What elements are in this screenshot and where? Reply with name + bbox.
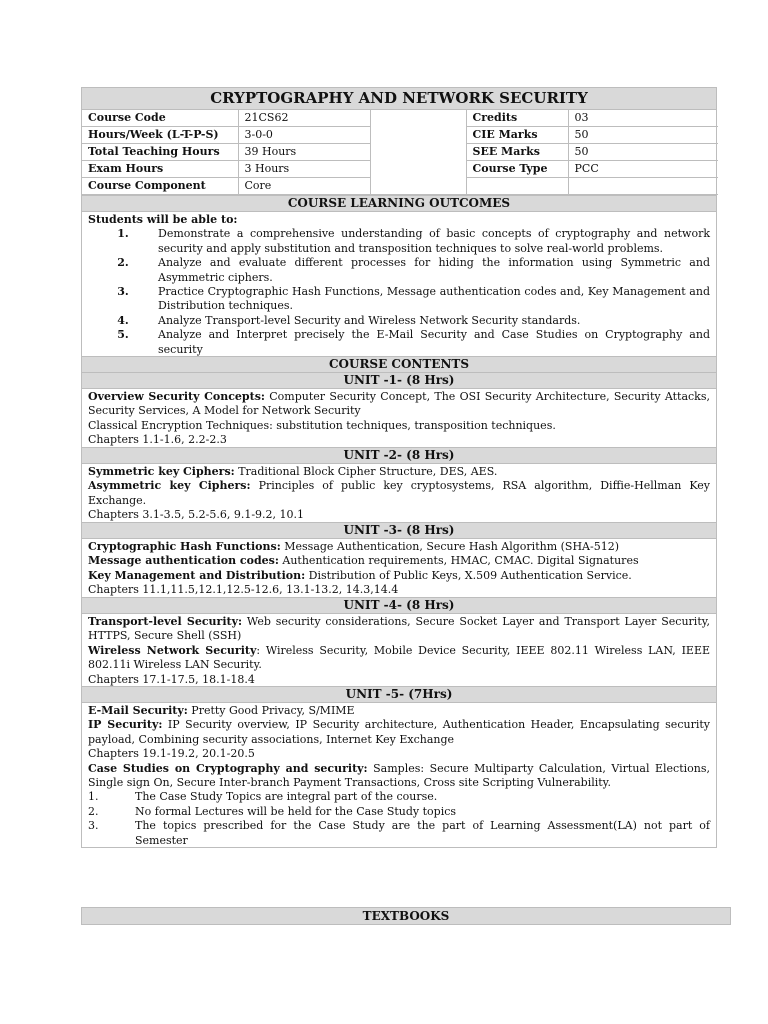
unit-3-topic	[88, 569, 710, 583]
case-study-notes	[88, 790, 710, 848]
outcome-text: Analyze and Interpret precisely the E-Mail Security and Case Studies on Cryptography and security	[158, 328, 710, 356]
info-label: Course Type	[466, 161, 568, 178]
outcome-number: 3.	[117, 285, 129, 299]
topic-title: Overview Security Concepts:	[88, 390, 265, 403]
topic-text: Samples: Secure Multiparty Calculation, Virtual Elections, Single sign On, Secure Inter-branch Payment Transactions, Cross site Scripting Vulnerability.	[88, 761, 710, 790]
topic-text: Message Authentication, Secure Hash Algorithm (SHA-512)	[280, 540, 619, 553]
syllabus-document	[81, 87, 717, 848]
topic-title: Asymmetric key Ciphers:	[88, 479, 251, 493]
list-item	[88, 227, 710, 256]
unit-5-topic	[88, 762, 710, 791]
outcome-text: Demonstrate a comprehensive understanding of basic concepts of cryptography and network security and apply substitution and transposition techniques to solve real-world problems.	[158, 227, 710, 255]
unit-4-body	[82, 614, 716, 686]
info-value: 3 Hours	[238, 161, 370, 178]
topic-text: Authentication requirements, HMAC, CMAC. Digital Signatures	[278, 554, 639, 568]
outcome-number: 1.	[117, 227, 129, 241]
info-label: CIE Marks	[466, 127, 568, 144]
outcomes-list	[88, 227, 710, 357]
note-number: 2.	[88, 804, 99, 818]
note-text: The topics prescribed for the Case Study are the part of Learning Assessment(LA) not part of Semester	[135, 819, 710, 847]
unit-5-chapters: Chapters 19.1-19.2, 20.1-20.5	[88, 747, 255, 761]
note-text: The Case Study Topics are integral part of the course.	[135, 790, 438, 804]
info-value: 21CS62	[238, 110, 370, 127]
info-value: 50	[568, 127, 718, 144]
topic-text: Principles of public key cryptosystems, RSA algorithm, Diffie-Hellman Key Exchange.	[88, 479, 711, 507]
outcomes-intro: Students will be able to:	[88, 213, 238, 226]
topic-text: Traditional Block Cipher Structure, DES, AES.	[234, 465, 498, 478]
list-item	[88, 285, 710, 314]
unit-1-body	[82, 389, 716, 447]
topic-text: Pretty Good Privacy, S/MIME	[187, 704, 355, 717]
list-item	[88, 314, 710, 328]
info-value: 39 Hours	[238, 144, 370, 161]
outcome-number: 2.	[117, 256, 129, 270]
outcome-text: Practice Cryptographic Hash Functions, Message authentication codes and, Key Management and Distribution techniques.	[158, 285, 710, 313]
unit-4-heading: UNIT -4- (8 Hrs)	[82, 597, 716, 614]
info-value	[568, 178, 718, 195]
unit-1-topic	[88, 390, 710, 419]
info-label: SEE Marks	[466, 144, 568, 161]
info-value: 3-0-0	[238, 127, 370, 144]
unit-5-topic	[88, 718, 710, 747]
note-number: 3.	[88, 819, 99, 833]
course-title: CRYPTOGRAPHY AND NETWORK SECURITY	[82, 88, 716, 110]
info-value: Core	[238, 178, 370, 195]
topic-title: Wireless Network Security	[88, 643, 257, 657]
unit-5-heading: UNIT -5- (7Hrs)	[82, 686, 716, 703]
unit-2-topic	[88, 465, 710, 479]
info-value: 50	[568, 144, 718, 161]
unit-2-heading: UNIT -2- (8 Hrs)	[82, 447, 716, 464]
info-spacer	[370, 110, 466, 195]
topic-title: E-Mail Security:	[88, 704, 188, 717]
textbooks-heading: TEXTBOOKS	[81, 907, 731, 925]
unit-2-body	[82, 464, 716, 522]
note-text: No formal Lectures will be held for the Case Study topics	[135, 804, 457, 818]
course-info-table	[82, 110, 718, 195]
list-item	[88, 805, 710, 819]
list-item	[88, 328, 710, 357]
outcome-number: 5.	[117, 328, 129, 342]
unit-4-topic	[88, 615, 710, 644]
topic-text: Web security considerations, Secure Socket Layer and Transport Layer Security, HTTPS, Secure Shell (SSH)	[88, 615, 710, 643]
info-value: PCC	[568, 161, 718, 178]
info-label: Total Teaching Hours	[82, 144, 238, 161]
topic-text: Computer Security Concept, The OSI Security Architecture, Security Attacks, Security Services, A Model for Network Security	[88, 390, 710, 418]
unit-5-body	[82, 703, 716, 847]
unit-3-topic	[88, 540, 710, 554]
list-item	[88, 256, 710, 285]
topic-title: Transport-level Security:	[88, 615, 243, 628]
outcome-text: Analyze Transport-level Security and Wireless Network Security standards.	[158, 313, 581, 327]
unit-5-topic	[88, 704, 710, 718]
topic-text: : Wireless Security, Mobile Device Security, IEEE 802.11 Wireless LAN, IEEE 802.11i Wireless LAN Security.	[88, 643, 711, 672]
info-label	[466, 178, 568, 195]
topic-title: Key Management and Distribution:	[88, 568, 306, 582]
info-label: Credits	[466, 110, 568, 127]
outcome-number: 4.	[117, 313, 129, 327]
topic-title: Cryptographic Hash Functions:	[88, 540, 281, 553]
info-label: Hours/Week (L-T-P-S)	[82, 127, 238, 144]
topic-title: Message authentication codes:	[88, 554, 279, 568]
topic-title: IP Security:	[88, 718, 163, 732]
syllabus-frame	[81, 87, 717, 848]
info-label: Course Component	[82, 178, 238, 195]
note-number: 1.	[88, 790, 99, 804]
topic-text: IP Security overview, IP Security architecture, Authentication Header, Encapsulating security payload, Combining security associations, Internet Key Exchange	[88, 718, 710, 746]
unit-4-topic	[88, 644, 710, 673]
unit-3-topic	[88, 554, 710, 568]
unit-4-chapters: Chapters 17.1-17.5, 18.1-18.4	[88, 672, 255, 686]
unit-1-chapters: Chapters 1.1-1.6, 2.2-2.3	[88, 433, 227, 447]
topic-text: Distribution of Public Keys, X.509 Authentication Service.	[305, 568, 632, 582]
info-row	[82, 110, 718, 127]
list-item	[88, 790, 710, 804]
unit-2-topic	[88, 479, 710, 508]
unit-3-body	[82, 539, 716, 597]
outcome-text: Analyze and evaluate different processes for hiding the information using Symmetric and Asymmetric ciphers.	[158, 256, 710, 284]
unit-1-subtopic: Classical Encryption Techniques: substitution techniques, transposition techniques.	[88, 418, 556, 432]
unit-3-chapters: Chapters 11.1,11.5,12.1,12.5-12.6, 13.1-13.2, 14.3,14.4	[88, 583, 399, 597]
info-label: Course Code	[82, 110, 238, 127]
unit-2-chapters: Chapters 3.1-3.5, 5.2-5.6, 9.1-9.2, 10.1	[88, 508, 305, 522]
unit-3-heading: UNIT -3- (8 Hrs)	[82, 522, 716, 539]
outcomes-section	[82, 212, 716, 356]
unit-1-heading: UNIT -1- (8 Hrs)	[82, 373, 716, 389]
outcomes-heading: COURSE LEARNING OUTCOMES	[82, 195, 716, 212]
topic-title: Case Studies on Cryptography and security:	[88, 761, 368, 775]
info-label: Exam Hours	[82, 161, 238, 178]
course-contents-heading: COURSE CONTENTS	[82, 356, 716, 373]
list-item	[88, 819, 710, 848]
topic-title: Symmetric key Ciphers:	[88, 465, 235, 478]
info-value: 03	[568, 110, 718, 127]
